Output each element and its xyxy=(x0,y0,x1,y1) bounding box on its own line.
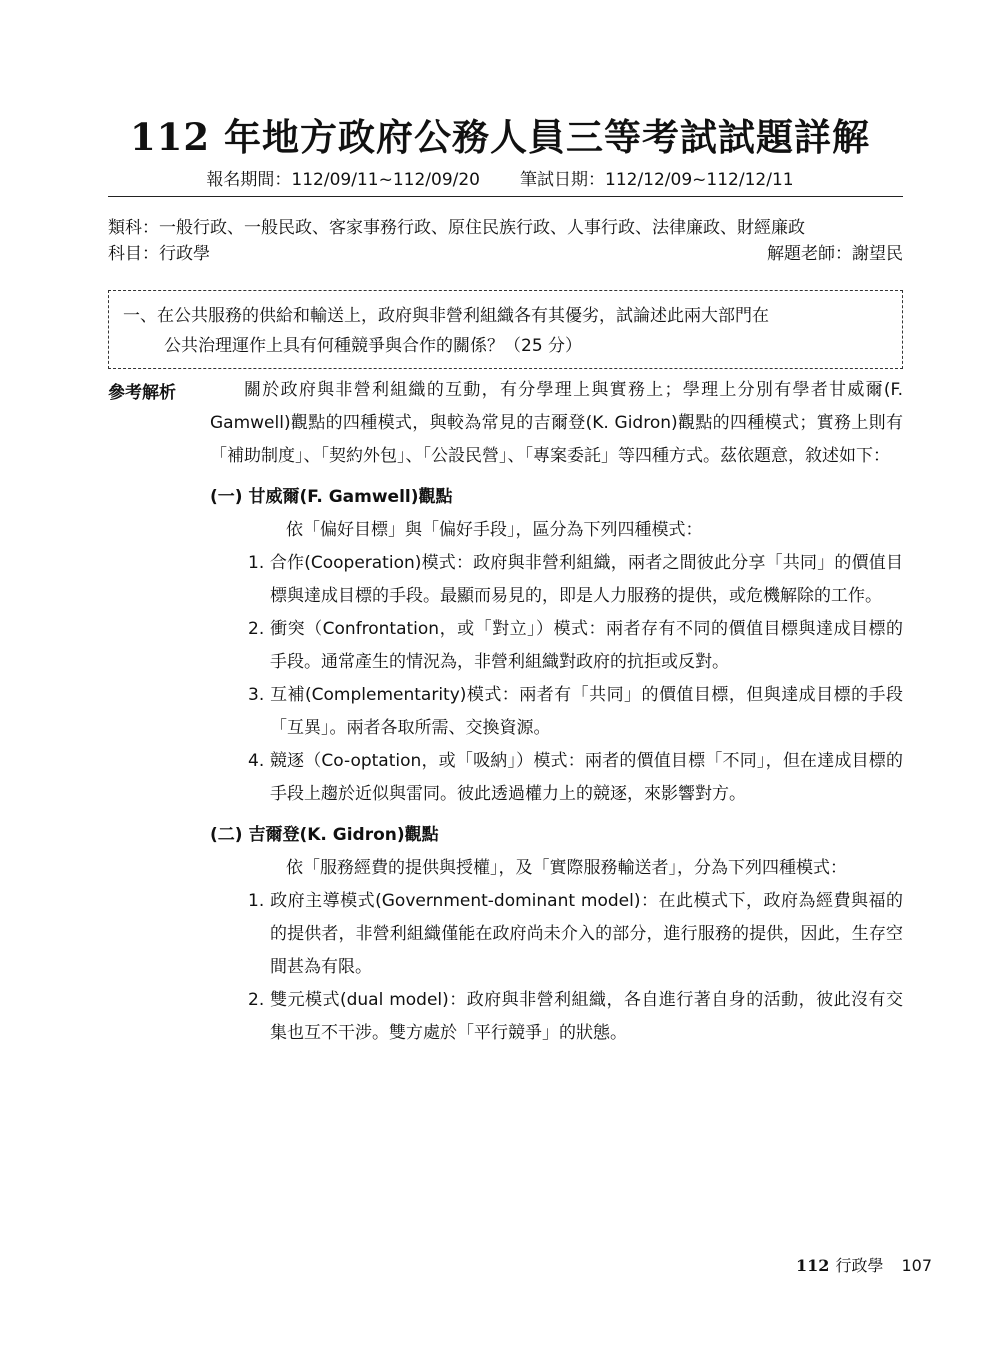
answer-label: 參考解析 xyxy=(108,383,176,403)
teacher-text: 解題老師：謝望民 xyxy=(767,244,903,264)
subject-row xyxy=(108,242,903,266)
gamwell-model-list xyxy=(248,547,903,811)
question-line-1: 一、在公共服務的供給和輸送上，政府與非營利組織各有其優劣，試論述此兩大部門在 xyxy=(123,306,769,326)
list-item: 2. 雙元模式(dual model)：政府與非營利組織，各自進行著自身的活動，彼此沒有交集也互不干涉。雙方處於「平行競爭」的狀態。 xyxy=(248,990,903,1043)
question-box xyxy=(108,290,903,369)
section-lead-gidron: 依「服務經費的提供與授權」，及「實際服務輸送者」，分為下列四種模式： xyxy=(286,858,847,878)
page-title: 112 年地方政府公務人員三等考試試題詳解 xyxy=(129,115,871,159)
question-line-2: 公共治理運作上具有何種競爭與合作的關係？（25 分） xyxy=(164,336,583,356)
section-heading-gamwell: (一) 甘威爾(F. Gamwell)觀點 xyxy=(210,487,453,507)
exam-dates: 筆試日期：112/12/09~112/12/11 xyxy=(520,170,794,190)
gidron-model-list xyxy=(248,885,903,1050)
list-item: 4. 競逐（Co-optation，或「吸納」）模式：兩者的價值目標「不同」，但在達成目標的手段上趨於近似與雷同。彼此透過權力上的競逐，來影響對方。 xyxy=(248,751,903,804)
list-item: 2. 衝突（Confrontation，或「對立」）模式：兩者存有不同的價值目標與達成目標的手段。通常產生的情況為，非營利組織對政府的抗拒或反對。 xyxy=(248,619,903,672)
section-heading-gidron: (二) 吉爾登(K. Gidron)觀點 xyxy=(210,825,439,845)
list-item: 3. 互補(Complementarity)模式：兩者有「共同」的價值目標，但與達成目標的手段「互異」。兩者各取所需、交換資源。 xyxy=(248,685,903,738)
footer-year: 112 xyxy=(796,1256,830,1275)
answer-intro: 關於政府與非營利組織的互動，有分學理上與實務上；學理上分別有學者甘威爾(F. Gamwell)觀點的四種模式，與較為常見的吉爾登(K. Gidron)觀點的四種模式；實務上則有「補助制度」、「契約外包」、「公設民營」、「專案委託」等四種方式。茲依題意，敘述如下： xyxy=(210,380,903,466)
answer-body xyxy=(210,374,903,1050)
page-number: 107 xyxy=(901,1256,932,1275)
list-item: 1. 政府主導模式(Government-dominant model)：在此模式下，政府為經費與福的的提供者，非營利組織僅能在政府尚未介入的部分，進行服務的提供，因此，生存空間甚為有限。 xyxy=(248,891,903,977)
page-footer xyxy=(796,1254,932,1278)
registration-period: 報名期間：112/09/11~112/09/20 xyxy=(206,170,480,190)
list-item: 1. 合作(Cooperation)模式：政府與非營利組織，兩者之間彼此分享「共同」的價值目標與達成目標的手段。最顯而易見的，即是人力服務的提供，或危機解除的工作。 xyxy=(248,553,903,606)
footer-subject: 行政學 xyxy=(835,1256,884,1275)
subject-text: 科目：行政學 xyxy=(108,244,210,264)
exam-dates-line xyxy=(0,168,1000,192)
category-text: 類科：一般行政、一般民政、客家事務行政、原住民族行政、人事行政、法律廉政、財經廉政 xyxy=(108,218,805,238)
category-row xyxy=(108,216,903,240)
header-divider xyxy=(108,196,903,197)
section-lead-gamwell: 依「偏好目標」與「偏好手段」，區分為下列四種模式： xyxy=(286,520,703,540)
